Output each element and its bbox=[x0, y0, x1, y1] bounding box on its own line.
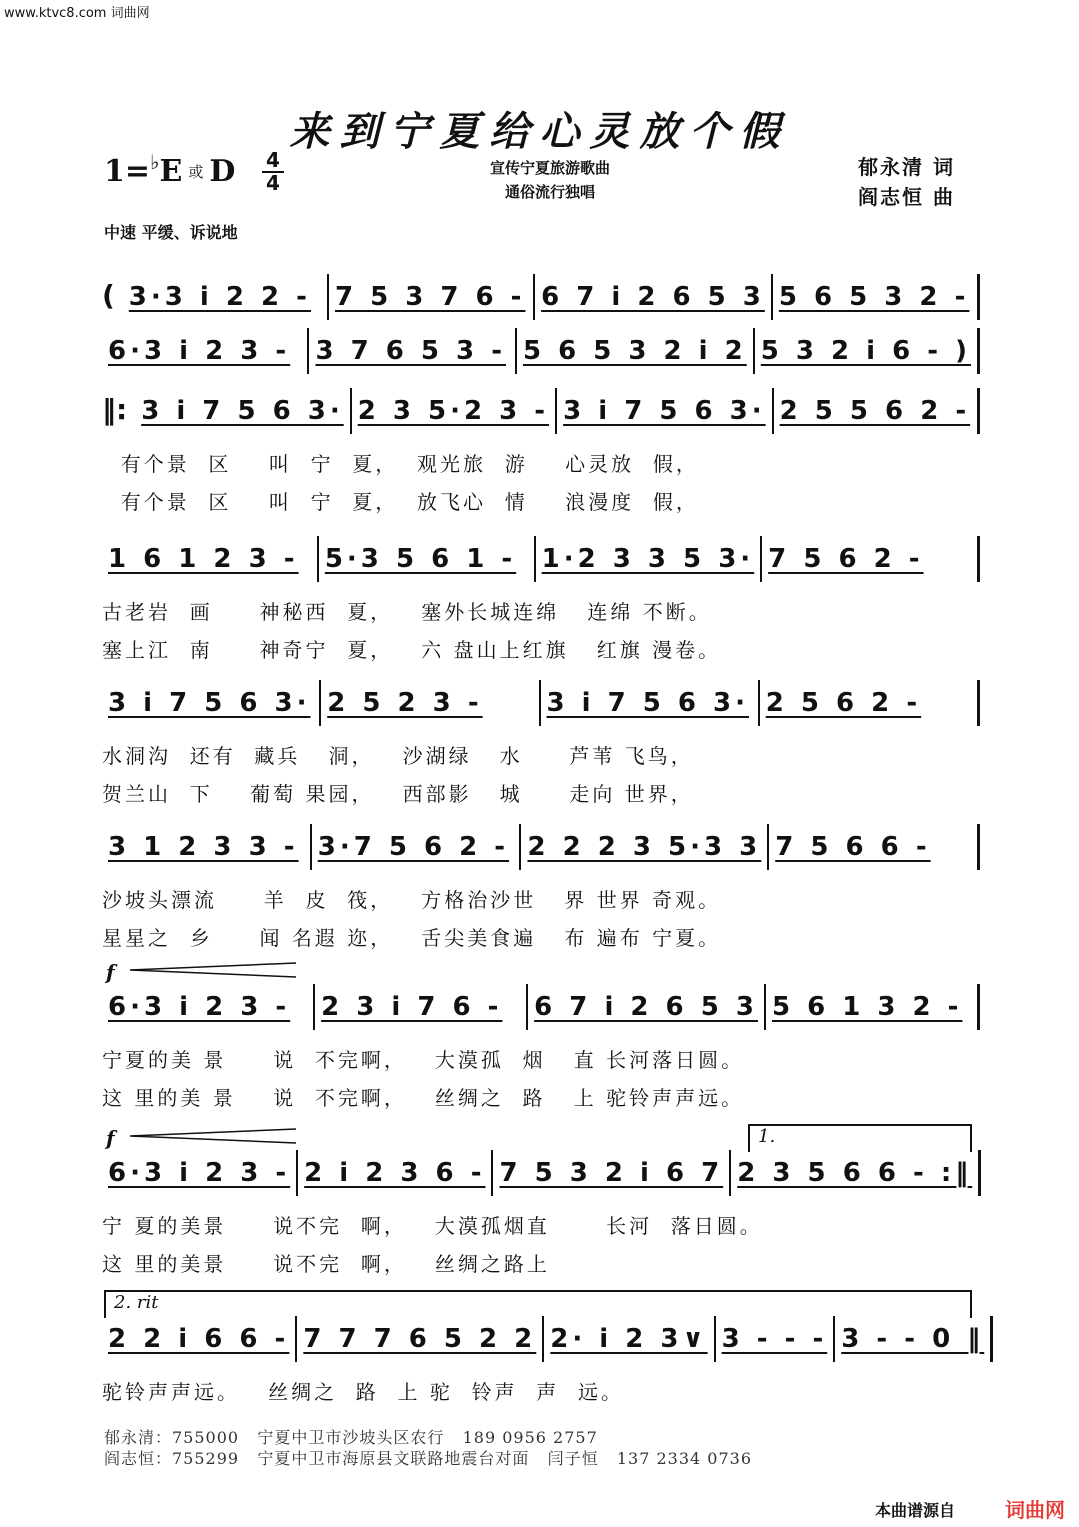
measure bbox=[517, 328, 755, 374]
key-or: 或 bbox=[188, 163, 204, 181]
measure-notes: 1·2 3 3 5 3· bbox=[541, 544, 755, 574]
key-prefix: 1= bbox=[104, 154, 151, 189]
dynamic-marking: f bbox=[106, 960, 115, 984]
composer-credit: 阎志恒 曲 bbox=[858, 185, 955, 209]
measure bbox=[544, 1316, 715, 1362]
measure bbox=[321, 680, 540, 726]
song-title: 来到宁夏给心灵放个假 bbox=[289, 108, 790, 155]
measure bbox=[755, 328, 980, 374]
measure bbox=[774, 388, 980, 434]
measure-notes: 6·3 i 2 3 - bbox=[108, 992, 291, 1022]
measure bbox=[528, 984, 766, 1030]
measure-notes: 6 7 i 2 6 5 3 bbox=[534, 992, 758, 1022]
measure bbox=[352, 388, 557, 434]
notation-row bbox=[102, 984, 980, 1030]
notation-row bbox=[102, 680, 980, 726]
measure-notes: 6·3 i 2 3 - bbox=[108, 1158, 291, 1188]
time-sig-bottom: 4 bbox=[266, 171, 280, 195]
measure-notes: 2 3 5 6 6 - :‖ bbox=[737, 1158, 973, 1188]
contact-line: 郁永清：755000 宁夏中卫市沙坡头区农行 189 0956 2757 bbox=[104, 1428, 598, 1447]
measure-notes: 6·3 i 2 3 - bbox=[108, 336, 291, 366]
measure bbox=[102, 1316, 297, 1362]
notation-row bbox=[102, 388, 980, 434]
measure-notes: 7 5 6 6 - bbox=[775, 832, 931, 862]
score-system bbox=[102, 960, 980, 1110]
measure-notes: 7 5 3 2 i 6 7 bbox=[499, 1158, 724, 1188]
lyric-line: 宁 夏的美景 说不完 啊， 大漠孤烟直 长河 落日圆。 bbox=[102, 1214, 763, 1238]
measure bbox=[766, 984, 980, 1030]
measure bbox=[535, 274, 773, 320]
measure-notes: 5 6 5 3 2 - bbox=[778, 282, 970, 312]
measure-notes: 3·7 5 6 2 - bbox=[317, 832, 510, 862]
measure bbox=[135, 388, 352, 434]
measure-notes: 2 2 i 6 6 - bbox=[108, 1324, 290, 1354]
lyric-line: 沙坡头漂流 羊 皮 筏， 方格治沙世 界 世界 奇观。 bbox=[102, 888, 722, 912]
score-system bbox=[102, 328, 980, 390]
time-signature bbox=[258, 150, 288, 194]
measure-notes: 2 5 5 6 2 - bbox=[779, 396, 971, 426]
measure bbox=[123, 274, 329, 320]
measure-notes: 2 i 2 3 6 - bbox=[304, 1158, 486, 1188]
measure bbox=[102, 984, 315, 1030]
score-system bbox=[102, 1292, 985, 1404]
measure bbox=[309, 328, 516, 374]
measure bbox=[102, 824, 312, 870]
measure-notes: 6 7 i 2 6 5 3 bbox=[541, 282, 765, 312]
lyric-line: 这 里的美 景 说 不完啊， 丝绸之 路 上 驼铃声声远。 bbox=[102, 1086, 745, 1110]
measure-notes: 5 6 5 3 2 i 2 bbox=[522, 336, 747, 366]
crescendo-hairpin bbox=[128, 962, 298, 978]
footer-source: 本曲谱源自 bbox=[874, 1501, 955, 1520]
key-signature bbox=[104, 150, 235, 189]
measure-notes: 3·3 i 2 2 - bbox=[128, 282, 311, 312]
measure-notes: 1 6 1 2 3 - bbox=[108, 544, 299, 574]
notation-row bbox=[102, 328, 980, 374]
crescendo-hairpin bbox=[128, 1128, 298, 1144]
volta-bracket: 1. bbox=[748, 1124, 972, 1152]
measure-notes: 2 3 i 7 6 - bbox=[321, 992, 503, 1022]
measure bbox=[315, 984, 528, 1030]
measure bbox=[102, 536, 319, 582]
lyric-line: 水洞沟 还有 藏兵 洞， 沙湖绿 水 芦苇 飞鸟， bbox=[102, 744, 694, 768]
measure bbox=[102, 1150, 298, 1196]
volta-bracket: 2. rit bbox=[104, 1290, 972, 1318]
measure bbox=[298, 1150, 493, 1196]
dynamic-marking: f bbox=[106, 1126, 115, 1150]
lyric-line: 塞上江 南 神奇宁 夏， 六 盘山上红旗 红旗 漫卷。 bbox=[102, 638, 722, 662]
notation-row bbox=[102, 274, 980, 320]
measure bbox=[312, 824, 522, 870]
footer-logo[interactable]: 词曲网 bbox=[1005, 1498, 1065, 1522]
measure bbox=[773, 274, 980, 320]
score-system bbox=[102, 388, 980, 514]
measure-notes: 3 i 7 5 6 3· bbox=[546, 688, 750, 718]
measure-notes: 5 6 1 3 2 - bbox=[771, 992, 963, 1022]
score-system bbox=[102, 1126, 980, 1276]
lyric-line: 这 里的美景 说不完 啊， 丝绸之路上 bbox=[102, 1252, 550, 1276]
measure bbox=[521, 824, 769, 870]
measure bbox=[536, 536, 763, 582]
measure-notes: 3 1 2 3 3 - bbox=[108, 832, 299, 862]
lyric-line: 有个景 区 叫 宁 夏， 观光旅 游 心灵放 假， bbox=[102, 452, 699, 476]
measure bbox=[731, 1150, 981, 1196]
subtitle-line: 宣传宁夏旅游歌曲 bbox=[489, 159, 610, 177]
measure bbox=[762, 536, 980, 582]
measure-notes: 5·3 5 6 1 - bbox=[324, 544, 517, 574]
notation-row bbox=[102, 1316, 985, 1362]
measure-notes: 3 i 7 5 6 3· bbox=[141, 396, 344, 426]
contact-line: 阎志恒：755299 宁夏中卫市海原县文联路地震台对面 闫子恒 137 2334 0736 bbox=[104, 1449, 753, 1468]
measure bbox=[493, 1150, 731, 1196]
measure bbox=[319, 536, 536, 582]
measure-notes: 7 5 6 2 - bbox=[768, 544, 924, 574]
notation-row bbox=[102, 1150, 980, 1196]
key-primary: E bbox=[159, 154, 183, 189]
measure-notes: 3 i 7 5 6 3· bbox=[108, 688, 311, 718]
measure bbox=[102, 328, 309, 374]
measure bbox=[835, 1316, 993, 1362]
measure-notes: 2 2 2 3 5·3 3 bbox=[527, 832, 762, 862]
measure bbox=[297, 1316, 544, 1362]
measure bbox=[329, 274, 535, 320]
flat-symbol: ♭ bbox=[150, 150, 160, 174]
tempo-marking: 中速 平缓、诉说地 bbox=[104, 223, 238, 242]
measure-notes: 7 7 7 6 5 2 2 bbox=[303, 1324, 537, 1354]
score-system bbox=[102, 680, 980, 806]
measure-notes: 2· i 2 3∨ bbox=[550, 1324, 708, 1354]
score-system bbox=[102, 536, 980, 662]
score-system bbox=[102, 824, 980, 950]
measure-notes: 2 5 2 3 - bbox=[327, 688, 483, 718]
credits bbox=[858, 152, 955, 212]
subtitle bbox=[440, 156, 660, 204]
measure-notes: 5 3 2 i 6 - ) bbox=[760, 336, 972, 366]
measure bbox=[760, 680, 980, 726]
measure bbox=[716, 1316, 836, 1362]
time-sig-top: 4 bbox=[266, 148, 280, 172]
lyric-line: 有个景 区 叫 宁 夏， 放飞心 情 浪漫度 假， bbox=[102, 490, 699, 514]
lyric-line: 驼铃声声远。 丝绸之 路 上 驼 铃声 声 远。 bbox=[102, 1380, 625, 1404]
measure-notes: 3 - - 0 ‖ bbox=[841, 1324, 985, 1354]
measure-notes: 2 3 5·2 3 - bbox=[357, 396, 550, 426]
subtitle-line: 通俗流行独唱 bbox=[504, 183, 595, 201]
lyric-line: 古老岩 画 神秘西 夏， 塞外长城连绵 连绵 不断。 bbox=[102, 600, 712, 624]
measure bbox=[541, 680, 760, 726]
site-url[interactable]: www.ktvc8.com 词曲网 bbox=[4, 6, 150, 21]
measure bbox=[769, 824, 980, 870]
measure bbox=[102, 680, 321, 726]
measure-notes: 3 - - - bbox=[721, 1324, 828, 1354]
measure bbox=[557, 388, 774, 434]
lyric-line: 宁夏的美 景 说 不完啊， 大漠孤 烟 直 长河落日圆。 bbox=[102, 1048, 745, 1072]
system-lead-symbol: ‖: bbox=[102, 393, 128, 426]
lyricist-credit: 郁永清 词 bbox=[858, 155, 955, 179]
key-alternate: D bbox=[209, 154, 236, 189]
measure-notes: 2 5 6 2 - bbox=[765, 688, 922, 718]
score-system bbox=[102, 274, 980, 336]
measure-notes: 3 7 6 5 3 - bbox=[315, 336, 506, 366]
measure-notes: 7 5 3 7 6 - bbox=[334, 282, 526, 312]
system-lead-symbol: ( bbox=[102, 279, 115, 312]
lyric-line: 星星之 乡 闻 名遐 迩， 舌尖美食遍 布 遍布 宁夏。 bbox=[102, 926, 722, 950]
lyric-line: 贺兰山 下 葡萄 果园， 西部影 城 走向 世界， bbox=[102, 782, 694, 806]
notation-row bbox=[102, 536, 980, 582]
notation-row bbox=[102, 824, 980, 870]
measure-notes: 3 i 7 5 6 3· bbox=[563, 396, 766, 426]
